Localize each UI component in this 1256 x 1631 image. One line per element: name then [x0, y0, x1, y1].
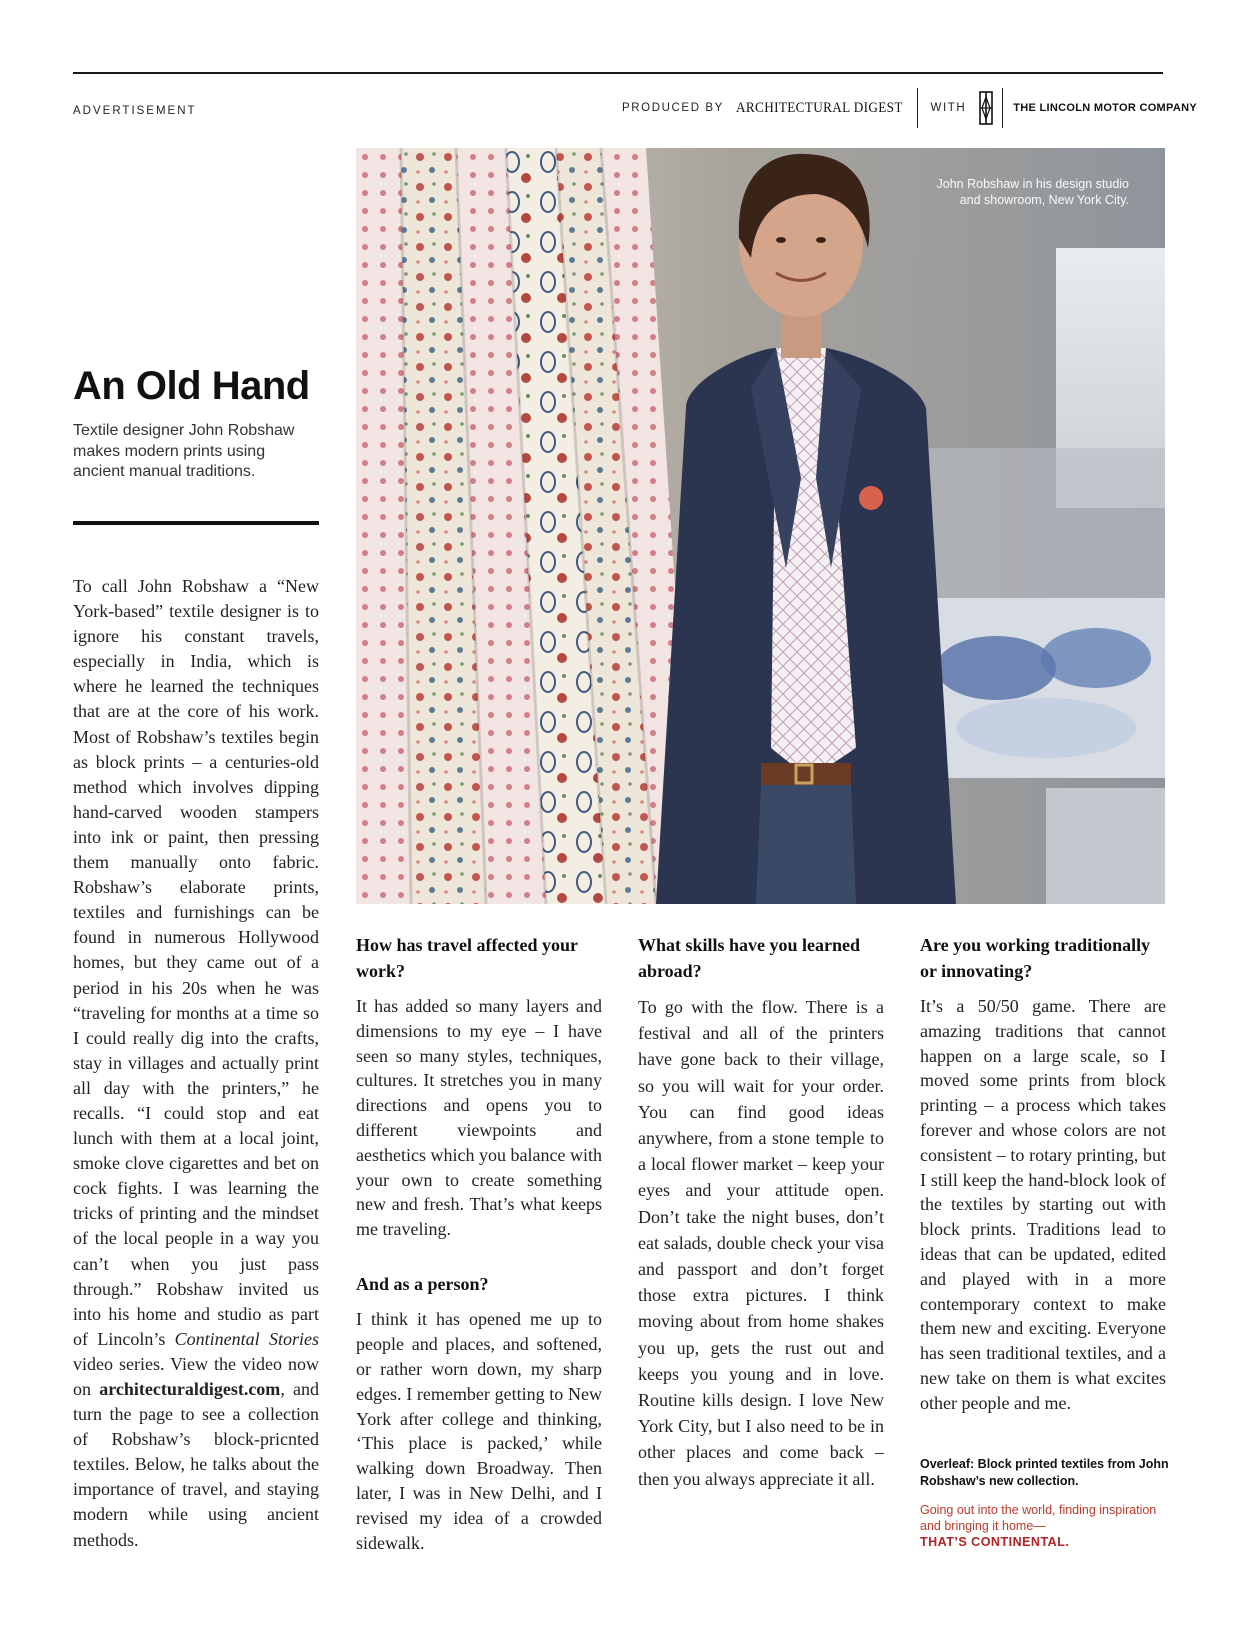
photo-caption-line-2: and showroom, New York City.	[959, 193, 1129, 207]
qa-column-2	[638, 933, 884, 1492]
header-divider-2	[1002, 88, 1003, 128]
title-rule	[73, 521, 319, 525]
sponsor-header	[622, 88, 1197, 128]
intro-text-3: , and turn the page to see a collection of Robshaw’s block-pricnted textiles. Below, he talks about the importance of travel, and staying modern while using ancient methods.	[73, 1379, 319, 1550]
top-rule	[73, 72, 1163, 74]
hero-photo	[356, 148, 1165, 904]
answer-3: To go with the flow. There is a festival and all of the printers have gone back to their village, so you will wait for your order. You can find good ideas anywhere, from a stone temple to a local flower market – keep your eyes and your attitude open. Don’t take the night buses, don’t eat salads, double check your visa and passport and don’t forget those extra pictures. I think moving about from home shakes you up, gets the rust out and keeps you young and in love. Routine kills design. I love New York City, but I also need to be in other places and come back – then you always appreciate it all.	[638, 997, 884, 1489]
overleaf-note: Overleaf: Block printed textiles from John Robshaw’s new collection.	[920, 1457, 1169, 1488]
question-3: What skills have you learned abroad?	[638, 935, 861, 981]
lincoln-star-icon	[978, 90, 994, 126]
question-2: And as a person?	[356, 1273, 489, 1294]
answer-4: It’s a 50/50 game. There are amazing traditions that cannot happen on a large scale, so I moved some prints from block printing – a process which takes forever and whose colors are not consistent – to rotary printing, but I still keep the hand-block look of the textiles by starting out with block prints. Traditions lead to ideas that can be updated, edited and played with in a more contemporary context to make them new and exciting. Everyone has seen traditional textiles, and a new take on them is what excites other people and me.	[920, 996, 1166, 1413]
question-4: Are you working traditionally or innovating?	[920, 935, 1151, 981]
article-intro	[73, 574, 319, 1553]
campaign-tagline: Going out into the world, finding inspiration and bringing it home—	[920, 1503, 1157, 1533]
photo-caption	[937, 176, 1129, 208]
question-1: How has travel affected your work?	[356, 935, 578, 981]
article-title: An Old Hand	[73, 364, 310, 408]
photo-caption-line-1: John Robshaw in his design studio	[936, 177, 1129, 191]
answer-1: It has added so many layers and dimensions to my eye – I have seen so many styles, techniques, cultures. It stretches you in many directions and opens you to different viewpoints and aesthetics which you balance with your own to create something new and fresh. That’s what keeps me traveling.	[356, 996, 602, 1240]
intro-text-1: To call John Robshaw a “New York-based” textile designer is to ignore his constant travels, especially in India, which is where he learned the techniques that are at the core of his work. Most of Robshaw’s textiles begin as block prints – a centuries-old method which involves dipping hand-carved wooden stampers into ink or paint, then pressing them manually onto fabric. Robshaw’s elaborate prints, textiles and furnishings can be found in numerous Hollywood homes, but they came out of a period in his 20s when he was “traveling for months at a time so I could really dig into the crafts, stay in villages and actually print all day with the printers,” he recalls. “I could stop and eat lunch with them at a local joint, smoke clove cigarettes and bet on cock fights. I was learning the tricks of printing and the mindset of the local people in a way you can’t when you just pass through.” Robshaw invited us into his home and studio as part of Lincoln’s	[73, 576, 319, 1349]
article-dek: Textile designer John Robshaw makes modern prints using ancient manual traditions.	[73, 422, 295, 480]
portrait-illustration	[356, 148, 1165, 904]
produced-by-label: PRODUCED BY	[622, 102, 724, 114]
architectural-digest-logo: ARCHITECTURAL DIGEST	[735, 99, 903, 116]
qa-column-3	[920, 933, 1166, 1416]
with-label: WITH	[930, 102, 967, 114]
advertisement-label: ADVERTISEMENT	[73, 105, 197, 117]
qa-column-1	[356, 933, 602, 1555]
answer-2: I think it has opened me up to people and places, and softened, or rather worn down, my sharp edges. I remember getting to New York after college and thinking, ‘This place is packed,’ while walking down Broadway. Then later, I was in New Delhi, and I revised my idea of a crowded sidewalk.	[356, 1309, 602, 1553]
campaign-slogan: THAT’S CONTINENTAL.	[920, 1535, 1070, 1549]
header-divider	[917, 88, 918, 128]
intro-italic: Continental Stories	[174, 1328, 319, 1349]
intro-link[interactable]: architecturaldigest.com	[99, 1379, 281, 1399]
intro-text-2: video series. View the video now on	[73, 1353, 319, 1399]
lincoln-motor-company-logo: THE LINCOLN MOTOR COMPANY	[1013, 102, 1197, 114]
